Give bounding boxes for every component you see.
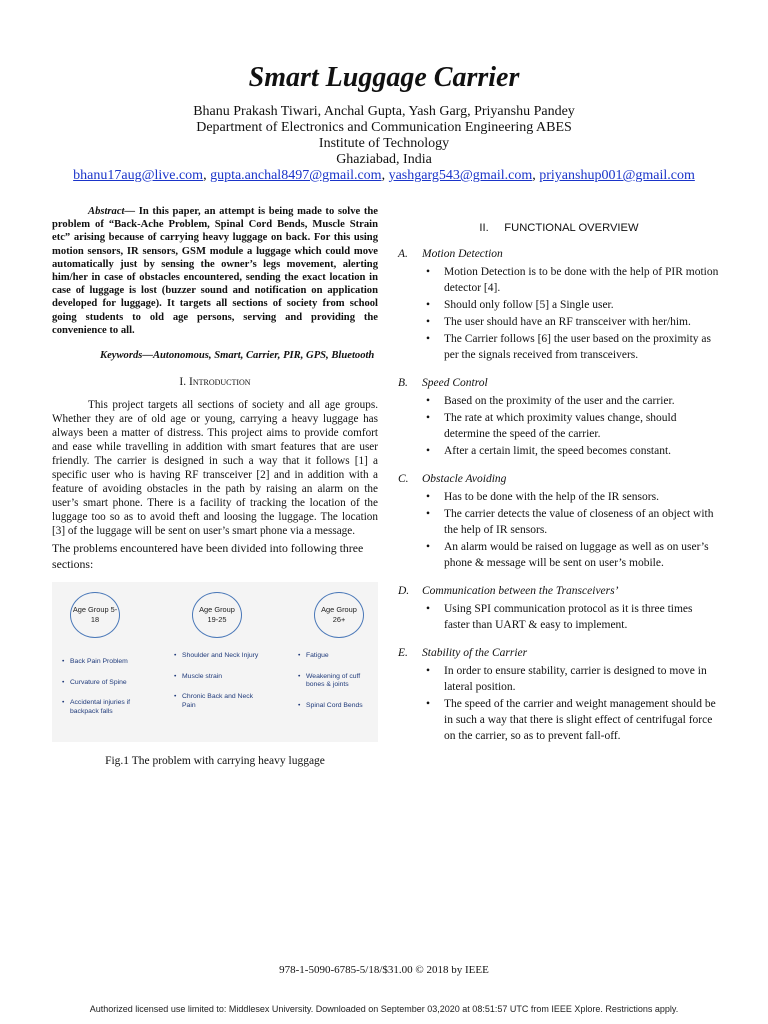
affiliation-line-2: Institute of Technology	[318, 136, 450, 151]
bullet-item: • The rate at which proximity values change, should determine the speed of the carrier.	[398, 410, 720, 442]
subsection-obstacle-avoiding	[398, 473, 720, 571]
bullet-list	[398, 601, 720, 633]
bullet-list	[398, 663, 720, 744]
bullet-item: • Using SPI communication protocol as it is three times faster than UART & easy to implement.	[398, 601, 720, 633]
abstract-label: Abstract—	[88, 206, 136, 217]
bullet-item: • Based on the proximity of the user and the carrier.	[398, 393, 720, 409]
problem-item: • Fatigue	[298, 652, 376, 661]
subsection-title: Speed Control	[422, 377, 488, 389]
subsection-letter: A.	[398, 248, 408, 260]
abstract	[52, 205, 378, 337]
email-separator: ,	[532, 168, 540, 183]
subsection-letter: E.	[398, 647, 408, 659]
bullet-item: • An alarm would be raised on luggage as well as on user’s phone & message will be sent on user’s mobile.	[398, 539, 720, 571]
problem-item: • Weakening of cuff bones & joints	[298, 673, 370, 690]
bullet-item: • Should only follow [5] a Single user.	[398, 297, 720, 313]
subsection-letter: D.	[398, 585, 410, 597]
problem-list	[174, 652, 274, 722]
problem-item: • Muscle strain	[174, 673, 274, 682]
abstract-text: In this paper, an attempt is being made to solve the problem of “Back-Ache Problem, Spinal Cord Bends, Muscle Strain etc” arising because of carrying heavy luggage on back. For this using motion sensors, IR sensors, GSM module a luggage which could move automatically just by sensing the owner’s legs movement, alerting him/her in case of obstacles encountered, sending the exact location in case of luggage is lost (buzzer sound and notification on application developed for luggage). It targets all sections of society from school going students to old age persons, serving and providing the convenience to all.	[52, 206, 378, 336]
email-separator: ,	[381, 168, 389, 183]
subsection-motion-detection	[398, 248, 720, 363]
right-column	[398, 222, 720, 758]
age-group-circle: Age Group 5-18	[70, 592, 120, 638]
subsection-title: Communication between the Transceivers’	[422, 585, 619, 597]
section-heading-functional-overview: II. FUNCTIONAL OVERVIEW	[479, 222, 639, 234]
subsection-stability	[398, 647, 720, 744]
license-footer: Authorized licensed use limited to: Middlesex University. Downloaded on September 03,2020 at 08:51:57 UTC from IEEE Xplore. Restrictions apply.	[89, 1004, 679, 1014]
bullet-item: • The speed of the carrier and weight management should be in such a way that there is slight effect of centrifugal force on the carrier, so as to prevent fall-off.	[398, 696, 720, 744]
affiliation-line-3: Ghaziabad, India	[336, 152, 432, 167]
problem-item: • Curvature of Spine	[62, 679, 162, 688]
problem-item: • Spinal Cord Bends	[298, 702, 376, 711]
email-link[interactable]: priyanshup001@gmail.com	[539, 168, 695, 183]
bullet-item: • Has to be done with the help of the IR sensors.	[398, 489, 720, 505]
copyright-line: 978-1-5090-6785-5/18/$31.00 © 2018 by IEEE	[279, 964, 489, 976]
email-link[interactable]: yashgarg543@gmail.com	[388, 168, 533, 183]
author-block	[0, 104, 768, 184]
subsection-title: Motion Detection	[422, 248, 503, 260]
bullet-item: • The carrier detects the value of closeness of an object with the help of IR sensors.	[398, 506, 720, 538]
author-emails	[0, 168, 768, 184]
bullet-item: • In order to ensure stability, carrier is designed to move in lateral position.	[398, 663, 720, 695]
subsection-communication	[398, 585, 720, 633]
affiliation-line-1: Department of Electronics and Communication Engineering ABES	[196, 120, 572, 135]
paper-title: Smart Luggage Carrier	[248, 62, 520, 93]
author-names: Bhanu Prakash Tiwari, Anchal Gupta, Yash Garg, Priyanshu Pandey	[193, 104, 575, 119]
email-separator: ,	[203, 168, 211, 183]
problem-list	[62, 658, 162, 728]
subsection-title: Stability of the Carrier	[422, 647, 528, 659]
age-group-circle: Age Group 19-25	[192, 592, 242, 638]
left-column	[52, 205, 378, 767]
bullet-list	[398, 264, 720, 363]
intro-paragraph-2: The problems encountered have been divided into following three sections:	[52, 541, 364, 572]
subsection-speed-control	[398, 377, 720, 459]
subsection-letter: B.	[398, 377, 408, 389]
problem-item: • Shoulder and Neck Injury	[174, 652, 262, 661]
bullet-item: • The user should have an RF transceiver with her/him.	[398, 314, 720, 330]
subsection-letter: C.	[398, 473, 409, 485]
bullet-list	[398, 393, 720, 459]
figure-age-groups	[52, 582, 378, 742]
bullet-item: • Motion Detection is to be done with the help of PIR motion detector [4].	[398, 264, 720, 296]
email-link[interactable]: bhanu17aug@live.com	[73, 168, 204, 183]
problem-item: • Back Pain Problem	[62, 658, 162, 667]
bullet-item: • The Carrier follows [6] the user based on the proximity as per the signals received from transceivers.	[398, 331, 720, 363]
problem-list	[298, 652, 376, 722]
problem-item: • Accidental injuries if backpack falls	[62, 699, 142, 716]
subsection-title: Obstacle Avoiding	[422, 473, 507, 485]
section-heading-introduction: I. Introduction	[179, 376, 251, 389]
figure-caption: Fig.1 The problem with carrying heavy luggage	[105, 755, 325, 768]
problem-item: • Chronic Back and Neck Pain	[174, 693, 268, 710]
age-group-circle: Age Group 26+	[314, 592, 364, 638]
keywords: Keywords—Autonomous, Smart, Carrier, PIR, GPS, Bluetooth	[100, 350, 375, 362]
intro-paragraph: This project targets all sections of society and all age groups. Whether they are of old age or young, carrying a heavy luggage has always been a matter of distress. This project aims to provide comfort and ease while travelling in addition with smart features that are user friendly. The carrier is designed in such a way that it follows [1] a specific user who is having RF transceiver [2] and in addition with a feature of avoiding obstacles in the path by raising an alarm on the user’s smart phone. There is a facility of tracking the location of the luggage too so as to avoid theft and loosing the luggage. The location [3] of the luggage will be sent on user’s smart phone via a message.	[52, 399, 378, 538]
bullet-item: • After a certain limit, the speed becomes constant.	[398, 443, 720, 459]
email-link[interactable]: gupta.anchal8497@gmail.com	[210, 168, 382, 183]
bullet-list	[398, 489, 720, 571]
